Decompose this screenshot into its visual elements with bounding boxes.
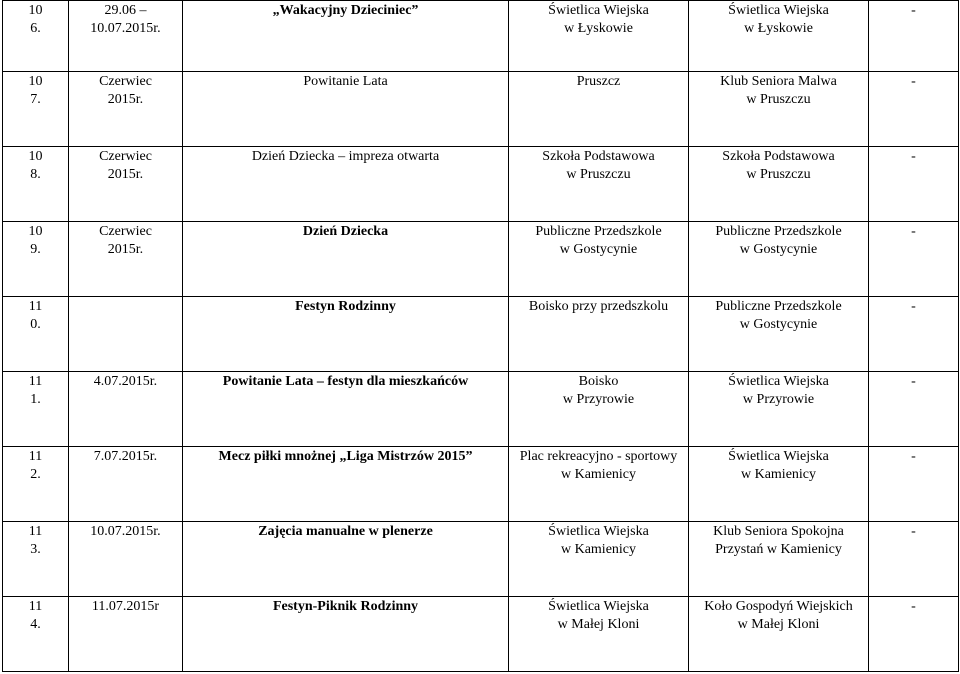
organizer-line: w Łyskowie	[744, 21, 813, 36]
place-line: w Kamienicy	[560, 466, 637, 482]
place-line: Boisko	[578, 373, 619, 389]
organizer-line: w Pruszczu	[746, 91, 811, 107]
date-cell	[69, 446, 183, 521]
date-line: 2015r.	[107, 241, 144, 257]
row-number-line: 11	[28, 523, 43, 539]
place-cell	[509, 296, 689, 371]
extra-cell: -	[869, 1, 959, 72]
date-line: 29.06 –	[104, 3, 147, 18]
organizer-cell	[689, 446, 869, 521]
place-line: w Gostycynie	[559, 241, 638, 257]
row-number-cell	[3, 371, 69, 446]
organizer-line: Koło Gospodyń Wiejskich	[704, 598, 853, 614]
event-title-cell: Powitanie Lata – festyn dla mieszkańców	[183, 371, 509, 446]
extra-cell: -	[869, 596, 959, 671]
date-line: 2015r.	[107, 166, 144, 182]
row-number-cell	[3, 296, 69, 371]
date-cell	[69, 596, 183, 671]
organizer-line: w Pruszczu	[746, 166, 811, 182]
organizer-cell	[689, 521, 869, 596]
place-line: Szkoła Podstawowa	[542, 148, 655, 164]
organizer-cell	[689, 596, 869, 671]
extra-cell: -	[869, 146, 959, 221]
row-number-line: 11	[28, 598, 43, 614]
date-line: Czerwiec	[99, 148, 152, 164]
row-number-line: 1.	[30, 391, 41, 407]
row-number-cell	[3, 146, 69, 221]
table-row	[3, 296, 959, 371]
row-number-line: 10	[28, 148, 43, 164]
event-title-cell: Festyn Rodzinny	[183, 296, 509, 371]
row-number-line: 10	[28, 73, 43, 89]
date-line: 10.07.2015r.	[90, 21, 161, 36]
date-cell	[69, 296, 183, 371]
date-cell	[69, 521, 183, 596]
place-line: w Łyskowie	[564, 21, 633, 36]
organizer-cell	[689, 1, 869, 72]
date-cell	[69, 221, 183, 296]
organizer-cell	[689, 296, 869, 371]
place-line: w Kamienicy	[560, 541, 637, 557]
table-row	[3, 1, 959, 72]
row-number-line: 3.	[30, 541, 41, 557]
row-number-line: 9.	[30, 241, 41, 257]
table-row	[3, 446, 959, 521]
place-cell	[509, 221, 689, 296]
event-title-cell: Mecz piłki mnożnej „Liga Mistrzów 2015”	[183, 446, 509, 521]
table-row	[3, 521, 959, 596]
date-line: 2015r.	[107, 91, 144, 107]
row-number-line: 11	[28, 373, 43, 389]
place-cell	[509, 521, 689, 596]
row-number-cell	[3, 221, 69, 296]
row-number-line: 10	[28, 223, 43, 239]
organizer-line: w Gostycynie	[739, 241, 818, 257]
place-line: Boisko przy przedszkolu	[528, 298, 669, 314]
place-line: Plac rekreacyjno - sportowy	[519, 448, 678, 464]
place-line: w Małej Kloni	[557, 616, 640, 632]
place-line: Świetlica Wiejska	[548, 598, 649, 614]
extra-cell: -	[869, 371, 959, 446]
row-number-line: 2.	[30, 466, 41, 482]
row-number-line: 0.	[30, 316, 41, 332]
organizer-line: Szkoła Podstawowa	[722, 148, 835, 164]
date-line: 11.07.2015r	[91, 598, 160, 614]
extra-cell: -	[869, 521, 959, 596]
table-row	[3, 71, 959, 146]
organizer-line: w Kamienicy	[740, 466, 817, 482]
organizer-line: Świetlica Wiejska	[728, 3, 829, 18]
place-line: Publiczne Przedszkole	[535, 223, 662, 239]
organizer-line: Publiczne Przedszkole	[715, 298, 842, 314]
date-cell	[69, 371, 183, 446]
organizer-line: Świetlica Wiejska	[728, 373, 829, 389]
organizer-cell	[689, 371, 869, 446]
row-number-line: 8.	[30, 166, 41, 182]
row-number-line: 11	[28, 298, 43, 314]
organizer-line: w Przyrowie	[742, 391, 815, 407]
extra-cell: -	[869, 71, 959, 146]
organizer-line: w Małej Kloni	[737, 616, 820, 632]
organizer-cell	[689, 221, 869, 296]
date-line: 4.07.2015r.	[93, 373, 158, 389]
row-number-cell	[3, 71, 69, 146]
place-cell	[509, 596, 689, 671]
date-line: 7.07.2015r.	[93, 448, 158, 464]
row-number-line: 10	[28, 3, 43, 18]
place-line: w Przyrowie	[562, 391, 635, 407]
organizer-line: Klub Seniora Malwa	[720, 73, 837, 89]
event-title-cell: Dzień Dziecka – impreza otwarta	[183, 146, 509, 221]
organizer-cell	[689, 146, 869, 221]
row-number-line: 4.	[30, 616, 41, 632]
table-row	[3, 371, 959, 446]
place-line: Świetlica Wiejska	[548, 523, 649, 539]
organizer-line: Publiczne Przedszkole	[715, 223, 842, 239]
organizer-line: Klub Seniora Spokojna	[713, 523, 844, 539]
extra-cell: -	[869, 221, 959, 296]
event-title-cell: „Wakacyjny Dzieciniec”	[183, 1, 509, 72]
event-title-cell: Dzień Dziecka	[183, 221, 509, 296]
date-cell	[69, 1, 183, 72]
place-cell	[509, 146, 689, 221]
date-line: Czerwiec	[99, 223, 152, 239]
row-number-cell	[3, 1, 69, 72]
place-line: Świetlica Wiejska	[548, 3, 649, 18]
place-line: w Pruszczu	[566, 166, 631, 182]
date-line: Czerwiec	[99, 73, 152, 89]
table-row	[3, 221, 959, 296]
place-line: Pruszcz	[576, 73, 621, 89]
date-line: 10.07.2015r.	[90, 523, 161, 539]
extra-cell: -	[869, 446, 959, 521]
event-title-cell: Powitanie Lata	[183, 71, 509, 146]
events-table	[2, 0, 959, 672]
events-table-body	[3, 1, 959, 672]
organizer-line: Przystań w Kamienicy	[715, 541, 842, 557]
organizer-cell	[689, 71, 869, 146]
row-number-cell	[3, 596, 69, 671]
organizer-line: Świetlica Wiejska	[728, 448, 829, 464]
row-number-cell	[3, 521, 69, 596]
place-cell	[509, 1, 689, 72]
event-title-cell: Zajęcia manualne w plenerze	[183, 521, 509, 596]
table-row	[3, 596, 959, 671]
date-cell	[69, 71, 183, 146]
row-number-cell	[3, 446, 69, 521]
organizer-line: w Gostycynie	[739, 316, 818, 332]
row-number-line: 6.	[30, 21, 41, 36]
row-number-line: 7.	[30, 91, 41, 107]
date-cell	[69, 146, 183, 221]
place-cell	[509, 446, 689, 521]
row-number-line: 11	[28, 448, 43, 464]
event-title-cell: Festyn-Piknik Rodzinny	[183, 596, 509, 671]
extra-cell: -	[869, 296, 959, 371]
place-cell	[509, 371, 689, 446]
table-row	[3, 146, 959, 221]
place-cell	[509, 71, 689, 146]
